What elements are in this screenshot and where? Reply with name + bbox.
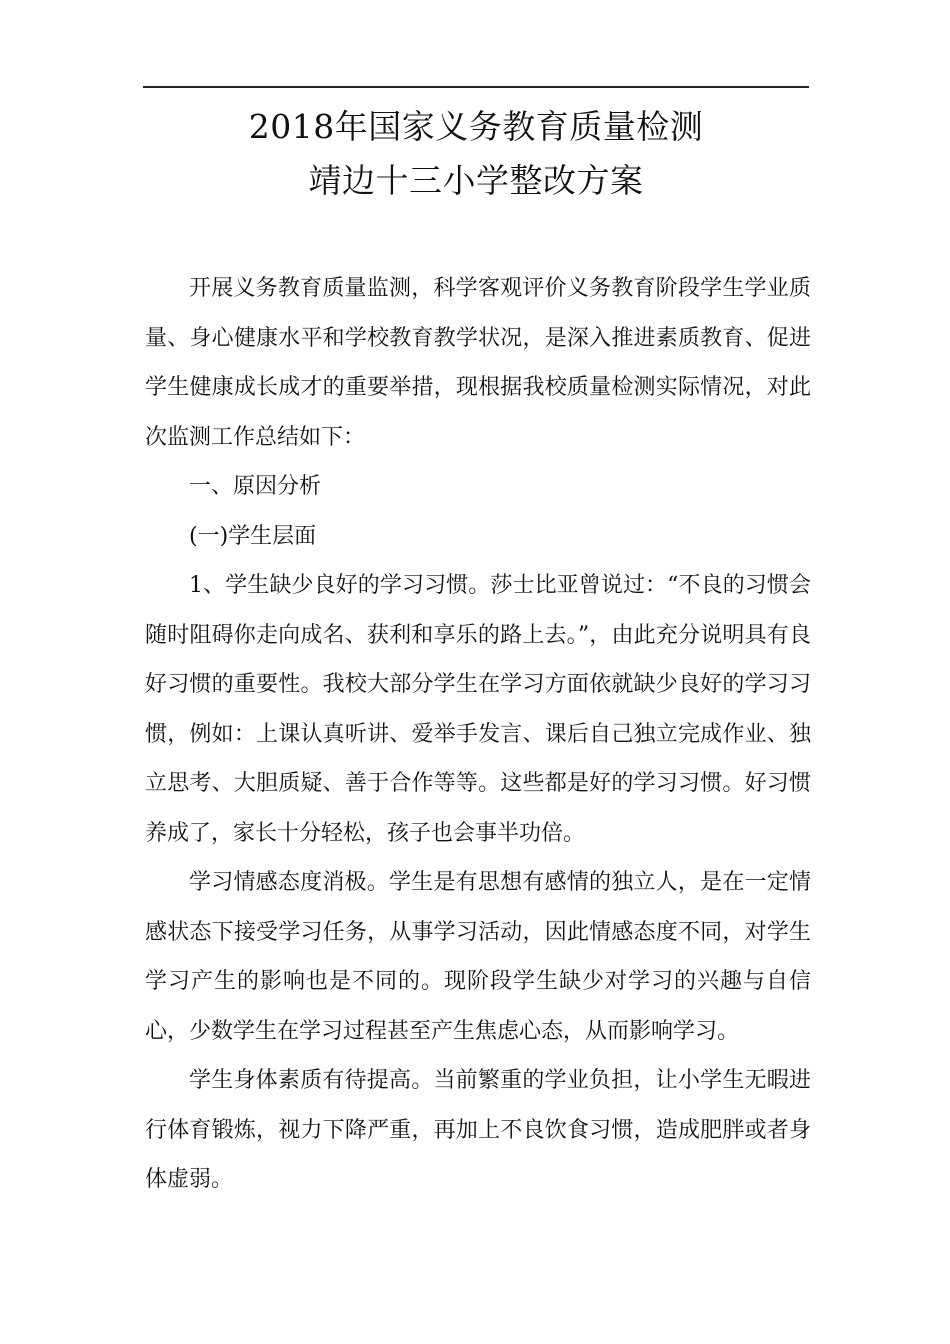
paragraph-physical-fitness: 学生身体素质有待提高。当前繁重的学业负担，让小学生无暇进行体育锻炼，视力下降严重，再加上不良饮食习惯，造成肥胖或者身体虚弱。 [145, 1068, 811, 1192]
subsection-heading-student-level: (一)学生层面 [189, 523, 317, 549]
paragraph-learning-attitude: 学习情感态度消极。学生是有思想有感情的独立人，是在一定情感状态下接受学习任务，从事学习活动，因此情感态度不同，对学生学习产生的影响也是不同的。现阶段学生缺少对学习的兴趣与自信心，少数学生在学习过程甚至产生焦虑心态，从而影响学习。 [145, 870, 811, 1044]
paragraph-study-habits: 1、学生缺少良好的学习习惯。莎士比亚曾说过：“不良的习惯会随时阻碍你走向成名、获利和享乐的路上去。”，由此充分说明具有良好习惯的重要性。我校大部分学生在学习方面依就缺少良好的学习习惯，例如：上课认真听讲、爱举手发言、课后自己独立完成作业、独立思考、大胆质疑、善于合作等等。这些都是好的学习习惯。好习惯养成了，家长十分轻松，孩子也会事半功倍。 [145, 573, 811, 846]
section-heading-cause-analysis: 一、原因分析 [189, 474, 322, 499]
title-line-2: 靖边十三小学整改方案 [308, 161, 644, 200]
document-body [145, 264, 811, 1205]
paragraph-intro: 开展义务教育质量监测，科学客观评价义务教育阶段学生学业质量、身心健康水平和学校教育教学状况，是深入推进素质教育、促进学生健康成长成才的重要举措，现根据我校质量检测实际情况，对此次监测工作总结如下： [145, 276, 811, 450]
header-rule [143, 86, 809, 88]
title-line-1: 2018年国家义务教育质量检测 [248, 107, 704, 146]
document-title [143, 100, 809, 208]
